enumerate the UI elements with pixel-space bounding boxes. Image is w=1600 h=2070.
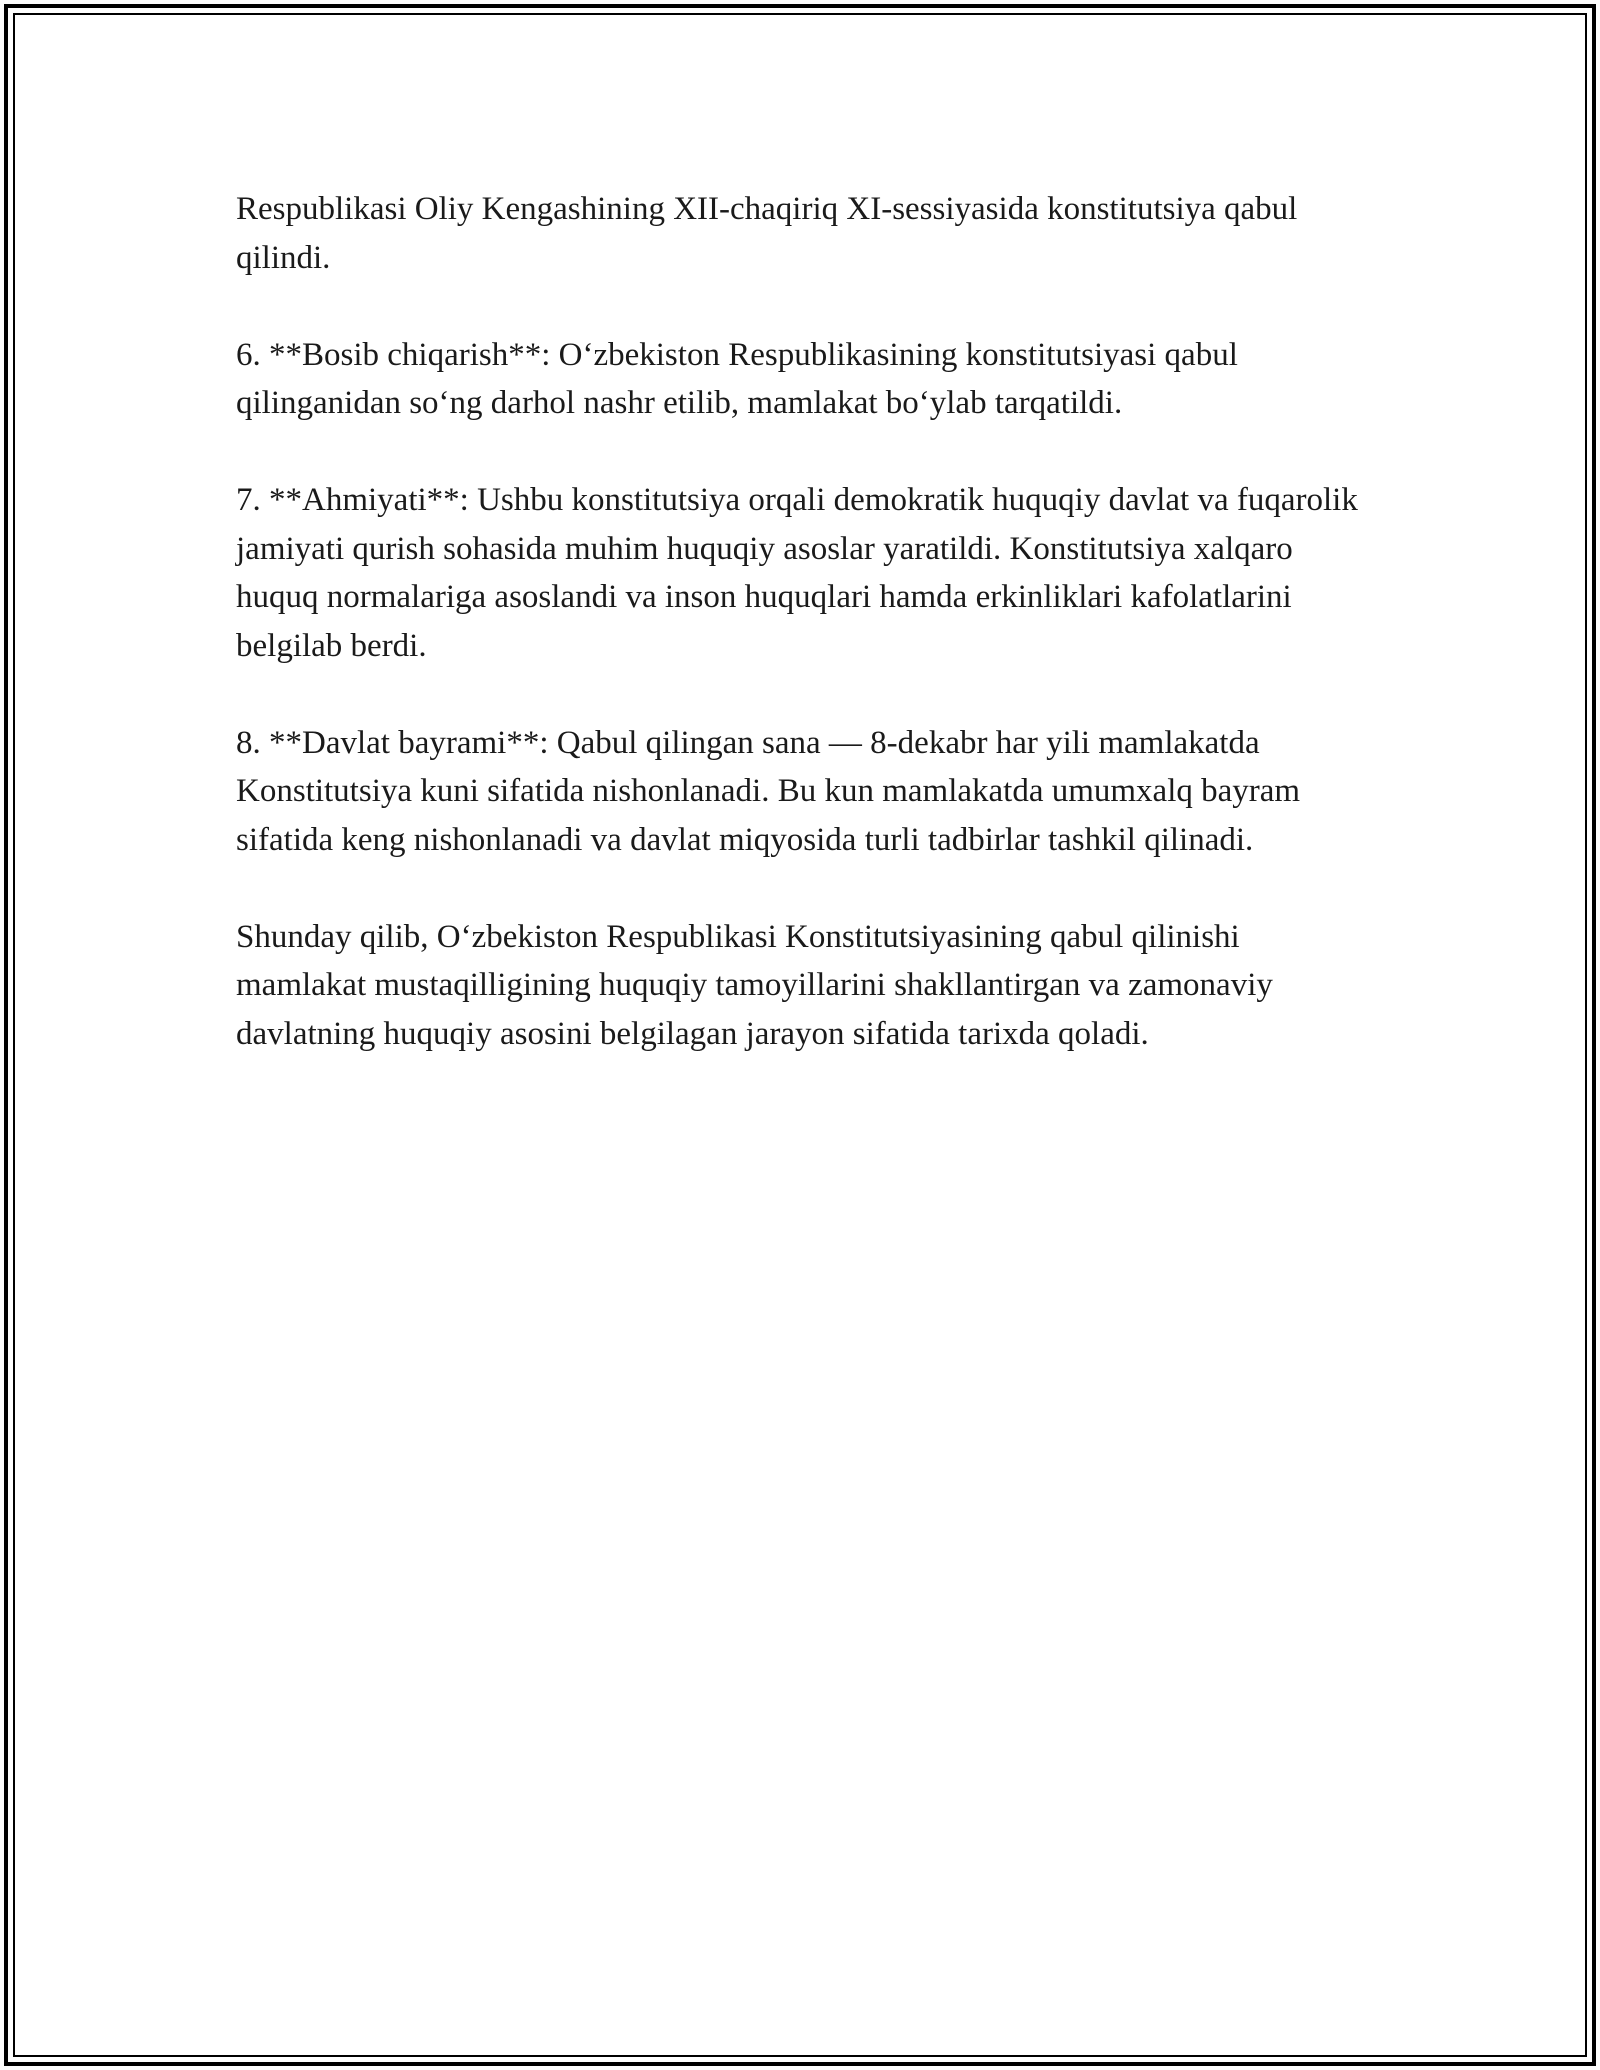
paragraph-item-6: 6. **Bosib chiqarish**: O‘zbekiston Respublikasining konstitutsiyasi qabul qilinganidan so‘ng darhol nashr etilib, mamlakat bo‘ylab tarqatildi. xyxy=(236,336,1238,421)
paragraph-conclusion: Shunday qilib, O‘zbekiston Respublikasi Konstitutsiyasining qabul qilinishi mamlakat mustaqilligining huquqiy tamoyillarini shakllantirgan va zamonaviy davlatning huquqiy asosini belgilagan jarayon sifatida tarixda qoladi. xyxy=(236,918,1273,1052)
paragraph-item-8: 8. **Davlat bayrami**: Qabul qilingan sana — 8-dekabr har yili mamlakatda Konstitutsiya kuni sifatida nishonlanadi. Bu kun mamlakatda umumxalq bayram sifatida keng nishonlanadi va davlat miqyosida turli tadbirlar tashkil qilinadi. xyxy=(236,724,1301,858)
document-body xyxy=(236,185,1366,1107)
paragraph-continuation: Respublikasi Oliy Kengashining XII-chaqiriq XI-sessiyasida konstitutsiya qabul qilindi. xyxy=(236,191,1298,276)
paragraph-item-7: 7. **Ahmiyati**: Ushbu konstitutsiya orqali demokratik huquqiy davlat va fuqarolik jamiyati qurish sohasida muhim huquqiy asoslar yaratildi. Konstitutsiya xalqaro huquq normalariga asoslandi va inson huquqlari hamda erkinliklari kafolatlarini belgilab berdi. xyxy=(236,482,1358,664)
